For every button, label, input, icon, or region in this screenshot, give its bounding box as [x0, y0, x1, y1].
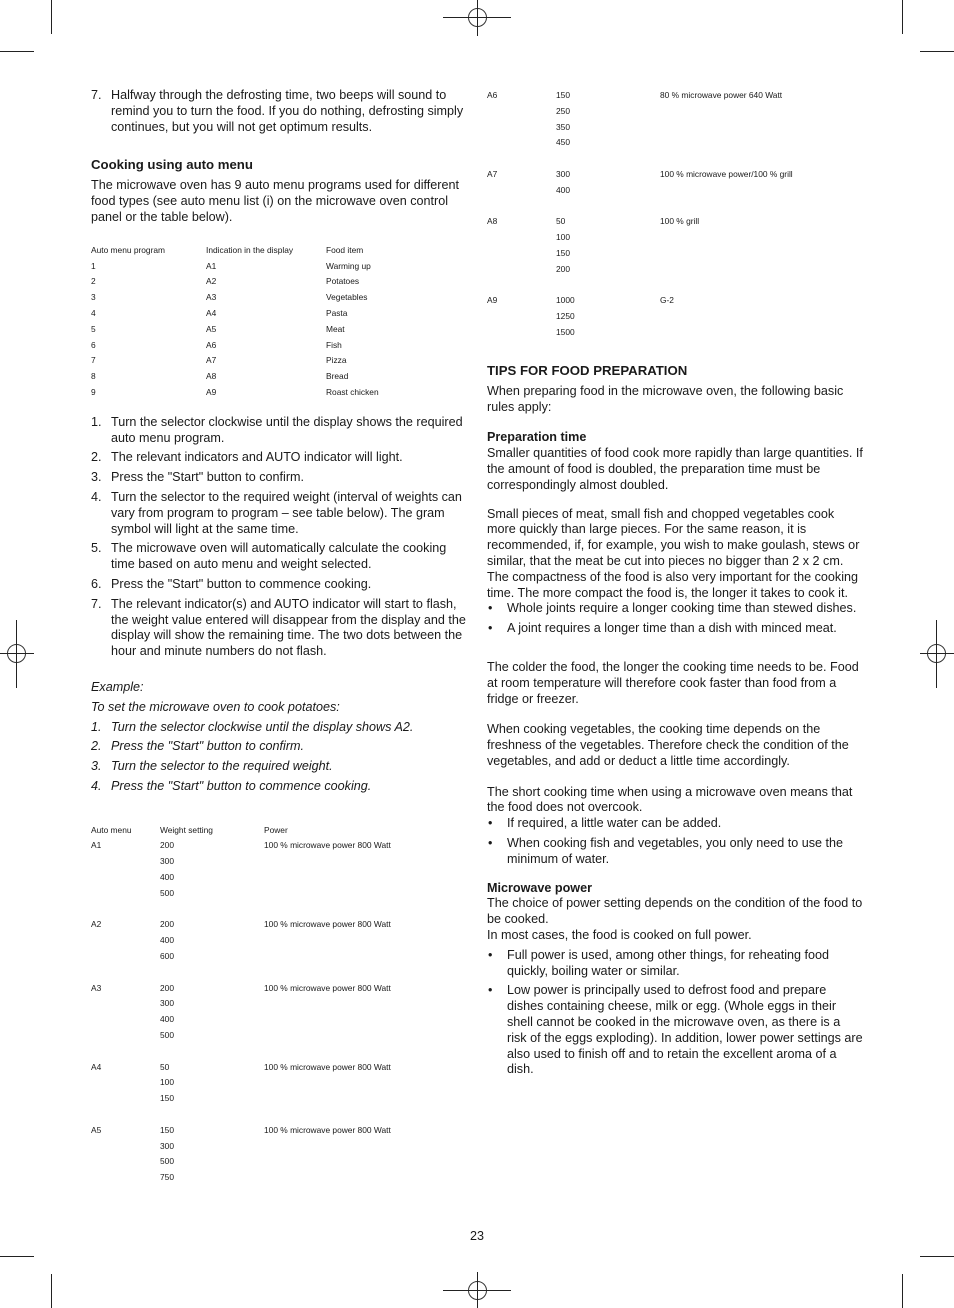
table-cell: A5	[91, 1124, 102, 1135]
table-cell	[91, 949, 160, 965]
preparation-paragraph: Smaller quantities of food cook more rapidly than large quantities. If the amount of food is doubled, the preparation time must be correspondingly almost doubled.	[487, 446, 863, 492]
table-cell: 5	[91, 323, 96, 334]
table-cell: 1250	[556, 311, 575, 322]
table-cell: 150	[160, 1093, 174, 1104]
table-row	[487, 230, 827, 246]
table-row	[91, 949, 431, 965]
table-row	[487, 293, 827, 309]
table-cell: 300	[160, 998, 174, 1009]
preparation-bullets	[487, 601, 863, 637]
step-text: Press the "Start" button to commence cooking.	[111, 778, 372, 793]
table-cell	[91, 1091, 160, 1107]
auto-menu-table	[91, 243, 451, 401]
table-cell: 500	[160, 1030, 174, 1041]
table-row	[91, 838, 431, 854]
table-row	[91, 1060, 431, 1076]
page-number: 23	[469, 1229, 484, 1243]
table-cell: 100 % microwave power 800 Watt	[264, 982, 391, 993]
table-cell	[264, 1154, 431, 1170]
table-cell: 150	[160, 1124, 174, 1135]
table-cell	[264, 886, 431, 902]
table-cell	[487, 246, 556, 262]
column-header: Weight setting	[160, 824, 213, 835]
table-cell: 100	[160, 1077, 174, 1088]
table-row	[91, 306, 451, 322]
table-row	[91, 1091, 431, 1107]
power-paragraph: In most cases, the food is cooked on full power.	[487, 928, 752, 943]
table-row	[91, 322, 451, 338]
table-cell	[487, 325, 556, 341]
table-cell: 300	[160, 1140, 174, 1151]
table-cell: 50	[556, 216, 566, 227]
list-item: • Whole joints require a longer cooking time than stewed dishes.	[487, 601, 863, 617]
table-cell: 600	[160, 951, 174, 962]
table-row	[91, 1028, 431, 1044]
table-cell: 9	[91, 386, 96, 397]
table-row	[91, 274, 451, 290]
table-cell: 500	[160, 1156, 174, 1167]
table-row	[91, 1075, 431, 1091]
table-cell	[91, 870, 160, 886]
list-item: • Low power is principally used to defrost food and prepare dishes containing cheese, milk or egg. (Whole eggs in their shell cannot be cooked in the microwave oven, as there is a risk of the eggs exploding). In addition, lower power settings are also used to finish off and to retain the excellent aroma of a dish.	[487, 983, 863, 1078]
table-row	[91, 886, 431, 902]
table-row	[91, 290, 451, 306]
column-header: Food item	[326, 244, 364, 255]
table-row	[91, 338, 451, 354]
table-cell: A8	[206, 371, 217, 382]
table-cell: A9	[487, 295, 498, 306]
spacer-row	[91, 902, 431, 918]
table-cell: Vegetables	[326, 292, 368, 303]
column-header: Indication in the display	[206, 244, 294, 255]
preparation-paragraph: Small pieces of meat, small fish and chopped vegetables cook more quickly than large pieces. For the same reason, it is recommended, if, for example, you wish to make goulash, stews or similar, that the meat be cut into pieces no bigger than 2 x 2 cm.	[487, 506, 860, 568]
table-row	[487, 325, 827, 341]
list-item: • A joint requires a longer time than a dish with minced meat.	[487, 621, 863, 637]
table-cell	[487, 104, 556, 120]
table-row	[91, 917, 431, 933]
table-cell: 750	[160, 1172, 174, 1183]
table-cell	[264, 854, 431, 870]
table-row	[91, 854, 431, 870]
step-text: Turn the selector clockwise until the display shows the required auto menu program.	[111, 414, 463, 445]
column-header: Auto menu program	[91, 244, 166, 255]
step-number: 3.	[91, 470, 102, 485]
list-item	[91, 415, 469, 447]
table-cell	[264, 1012, 431, 1028]
spacer-row	[487, 199, 827, 215]
table-cell: 100 % microwave power 800 Watt	[264, 1061, 391, 1072]
table-cell	[660, 325, 827, 341]
tips-intro: When preparing food in the microwave oven, the following basic rules apply:	[487, 383, 844, 414]
auto-menu-steps	[91, 415, 469, 660]
preparation-paragraph: The compactness of the food is also very important for the cooking time. The more compact the food is, the longer it takes to cook it.	[487, 569, 859, 600]
table-cell: 400	[556, 184, 570, 195]
table-cell: 3	[91, 292, 96, 303]
table-cell: 500	[160, 887, 174, 898]
left-column	[91, 88, 469, 1186]
table-row	[91, 1012, 431, 1028]
table-row	[487, 183, 827, 199]
list-item	[91, 597, 469, 660]
table-cell: 200	[160, 840, 174, 851]
table-cell	[487, 120, 556, 136]
step-text: Turn the selector to the required weight.	[111, 759, 333, 774]
table-cell: 350	[556, 121, 570, 132]
spacer-row	[91, 1107, 431, 1123]
table-row	[487, 309, 827, 325]
weight-table-continued	[487, 88, 827, 341]
table-cell: 50	[160, 1061, 170, 1072]
table-cell: Meat	[326, 323, 345, 334]
table-cell: 100 % microwave power/100 % grill	[660, 168, 793, 179]
preparation-heading: Preparation time	[487, 430, 587, 445]
tips-heading: TIPS FOR FOOD PREPARATION	[487, 362, 688, 378]
table-row	[91, 1154, 431, 1170]
step-text: Press the "Start" button to confirm.	[111, 739, 305, 754]
table-row	[91, 353, 451, 369]
vegetables-paragraph: When cooking vegetables, the cooking time depends on the freshness of the vegetables. Therefore check the condition of the vegetables, and add or deduct a little time accordingly.	[487, 722, 849, 768]
table-cell: 450	[556, 137, 570, 148]
table-cell	[264, 870, 431, 886]
table-cell	[91, 933, 160, 949]
power-bullets	[487, 948, 863, 1078]
spacer-row	[487, 278, 827, 294]
table-cell: A5	[206, 323, 217, 334]
list-item	[91, 779, 469, 795]
table-cell: 100 % microwave power 800 Watt	[264, 919, 391, 930]
step-number: 6.	[91, 576, 102, 591]
table-row	[487, 104, 827, 120]
table-cell: 200	[160, 982, 174, 993]
table-cell: A8	[487, 216, 498, 227]
table-cell: A2	[206, 276, 217, 287]
table-cell	[660, 120, 827, 136]
defrost-step-7	[91, 88, 469, 135]
step-text: The relevant indicator(s) and AUTO indicator will start to flash, the weight value entered will disappear from the display and the display will show the remaining time. The two dots between the hour and minute numbers do not flash.	[111, 596, 466, 659]
table-row	[91, 1170, 431, 1186]
table-cell: Fish	[326, 339, 342, 350]
table-row	[91, 981, 431, 997]
table-cell: 400	[160, 935, 174, 946]
table-cell	[91, 854, 160, 870]
table-cell: 8	[91, 371, 96, 382]
table-cell: 1	[91, 260, 96, 271]
table-cell: 400	[160, 872, 174, 883]
table-cell	[264, 1028, 431, 1044]
step-number: 3.	[91, 759, 102, 774]
step-text: The microwave oven will automatically calculate the cooking time based on auto menu and weight selected.	[111, 541, 447, 572]
table-row	[91, 933, 431, 949]
table-cell	[264, 996, 431, 1012]
table-cell: 100 % microwave power 800 Watt	[264, 1124, 391, 1135]
step-number: 1.	[91, 414, 102, 429]
list-item	[91, 541, 469, 573]
table-cell: Warming up	[326, 260, 371, 271]
table-cell	[91, 1154, 160, 1170]
table-cell: Pasta	[326, 307, 348, 318]
table-row	[91, 996, 431, 1012]
step-number: 2.	[91, 450, 102, 465]
list-item: • Full power is used, among other things, for reheating food quickly, boiling water or similar.	[487, 948, 863, 980]
table-cell: G-2	[660, 295, 674, 306]
table-cell: 100 % grill	[660, 216, 700, 227]
table-cell: Potatoes	[326, 276, 360, 287]
table-cell: 1500	[556, 326, 575, 337]
right-column	[487, 88, 863, 1078]
table-cell: A6	[206, 339, 217, 350]
table-cell	[91, 1170, 160, 1186]
step-text: Halfway through the defrosting time, two beeps will sound to remind you to turn the food. If you do nothing, defrosting simply continues, but you will not get optimum results.	[111, 88, 464, 134]
table-cell: A3	[206, 292, 217, 303]
table-cell: Pizza	[326, 355, 347, 366]
table-cell: A4	[91, 1061, 102, 1072]
table-cell: 250	[556, 105, 570, 116]
table-row	[91, 1123, 431, 1139]
list-item	[91, 490, 469, 537]
table-row	[91, 369, 451, 385]
table-cell: 1000	[556, 295, 575, 306]
table-cell: A1	[91, 840, 102, 851]
step-text: Press the "Start" button to commence cooking.	[111, 576, 372, 591]
table-cell	[264, 933, 431, 949]
table-cell	[91, 1075, 160, 1091]
table-cell	[660, 309, 827, 325]
table-cell: 100 % microwave power 800 Watt	[264, 840, 391, 851]
temperature-paragraph: The colder the food, the longer the cooking time needs to be. Food at room temperature will therefore cook faster than food from a fridge or freezer.	[487, 659, 859, 706]
table-row	[487, 88, 827, 104]
list-item	[91, 739, 469, 755]
spacer-row	[91, 1044, 431, 1060]
column-header: Auto menu	[91, 824, 132, 835]
short-cooking-bullets	[487, 816, 863, 867]
weight-table	[91, 823, 431, 1186]
step-text: The relevant indicators and AUTO indicator will light.	[111, 450, 403, 465]
auto-menu-heading: Cooking using auto menu	[91, 157, 253, 173]
table-cell	[660, 262, 827, 278]
table-row	[487, 167, 827, 183]
table-cell: A7	[487, 168, 498, 179]
table-cell	[264, 1091, 431, 1107]
table-row	[91, 259, 451, 275]
table-header-row	[91, 243, 451, 259]
table-cell: A3	[91, 982, 102, 993]
spacer-row	[91, 965, 431, 981]
table-cell	[91, 886, 160, 902]
table-cell: 2	[91, 276, 96, 287]
table-cell	[264, 949, 431, 965]
table-cell	[91, 996, 160, 1012]
example-label: Example:	[91, 679, 144, 694]
table-cell	[264, 1075, 431, 1091]
step-number: 7.	[91, 88, 102, 102]
list-item	[91, 759, 469, 775]
table-cell	[487, 135, 556, 151]
table-row	[487, 120, 827, 136]
table-cell: A6	[487, 90, 498, 100]
microwave-power-heading: Microwave power	[487, 880, 592, 895]
step-number: 1.	[91, 719, 102, 734]
table-cell	[660, 183, 827, 199]
table-cell	[91, 1012, 160, 1028]
step-number: 5.	[91, 541, 102, 556]
table-cell: 400	[160, 1014, 174, 1025]
column-header: Power	[264, 824, 288, 835]
table-cell: 7	[91, 355, 96, 366]
step-number: 4.	[91, 489, 102, 504]
table-cell: A2	[91, 919, 102, 930]
table-cell: 4	[91, 307, 96, 318]
table-cell	[660, 246, 827, 262]
table-cell	[660, 135, 827, 151]
table-cell: 200	[556, 263, 570, 274]
auto-menu-intro: The microwave oven has 9 auto menu programs used for different food types (see auto menu list (i) on the microwave oven control panel or the table below).	[91, 178, 459, 224]
table-row	[487, 262, 827, 278]
table-row	[487, 214, 827, 230]
step-text: Press the "Start" button to confirm.	[111, 470, 305, 485]
table-cell	[660, 230, 827, 246]
step-number: 7.	[91, 596, 102, 611]
table-cell: 300	[556, 168, 570, 179]
short-cooking-paragraph: The short cooking time when using a microwave oven means that the food does not overcook.	[487, 784, 853, 815]
table-cell	[264, 1170, 431, 1186]
step-number: 2.	[91, 739, 102, 754]
step-number: 4.	[91, 778, 102, 793]
table-row	[91, 1139, 431, 1155]
list-item	[91, 720, 469, 736]
step-text: Turn the selector to the required weight (interval of weights can vary from program to program – see table below). The gram symbol will light at the same time.	[111, 489, 462, 536]
table-row	[91, 385, 451, 401]
spacer-row	[487, 151, 827, 167]
table-cell	[487, 183, 556, 199]
example-steps	[91, 720, 469, 795]
list-item	[91, 470, 469, 486]
table-cell: Roast chicken	[326, 386, 379, 397]
table-row	[487, 135, 827, 151]
list-item: • When cooking fish and vegetables, you only need to use the minimum of water.	[487, 836, 863, 868]
table-cell: A1	[206, 260, 217, 271]
list-item: • If required, a little water can be added.	[487, 816, 863, 832]
table-cell	[264, 1139, 431, 1155]
power-paragraph: The choice of power setting depends on the condition of the food to be cooked.	[487, 896, 863, 927]
table-cell	[91, 1028, 160, 1044]
table-cell: A7	[206, 355, 217, 366]
table-cell: 100	[556, 232, 570, 243]
table-cell: 80 % microwave power 640 Watt	[660, 90, 783, 100]
table-cell: 300	[160, 856, 174, 867]
table-cell: 150	[556, 90, 570, 100]
table-cell	[660, 104, 827, 120]
example-intro: To set the microwave oven to cook potatoes:	[91, 699, 340, 714]
table-cell: Bread	[326, 371, 349, 382]
table-cell	[487, 230, 556, 246]
table-header-row	[91, 823, 431, 839]
table-cell: 6	[91, 339, 96, 350]
table-cell	[91, 1139, 160, 1155]
table-cell: A9	[206, 386, 217, 397]
table-cell	[487, 262, 556, 278]
list-item	[91, 577, 469, 593]
table-cell: A4	[206, 307, 217, 318]
table-row	[91, 870, 431, 886]
table-cell: 150	[556, 247, 570, 258]
list-item	[91, 450, 469, 466]
step-text: Turn the selector clockwise until the display shows A2.	[111, 719, 414, 734]
table-cell: 200	[160, 919, 174, 930]
table-cell	[487, 309, 556, 325]
table-row	[487, 246, 827, 262]
